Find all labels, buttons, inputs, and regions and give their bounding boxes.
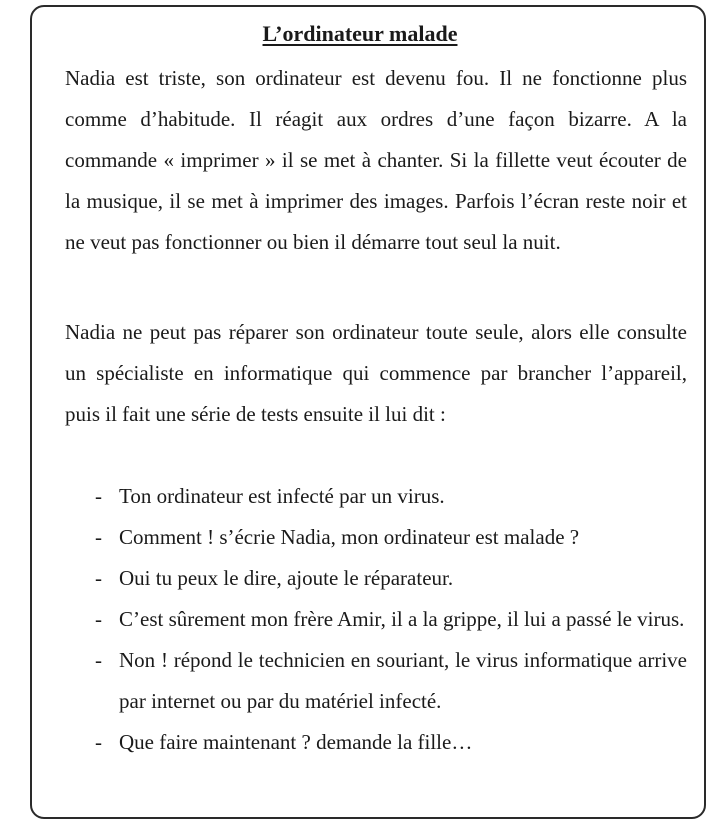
- dialogue-line: [95, 722, 687, 763]
- dialogue-dash: -: [95, 730, 102, 754]
- dialogue-text: C’est sûrement mon frère Amir, il a la grippe, il lui a passé le virus.: [119, 607, 685, 631]
- dialogue-line: [95, 640, 687, 722]
- dialogue-text: Non ! répond le technicien en souriant, le virus informatique arrive par internet ou par du matériel infecté.: [119, 648, 687, 713]
- dialogue-list: [95, 476, 687, 763]
- text-title: L’ordinateur malade: [262, 21, 458, 46]
- paragraph-2: Nadia ne peut pas réparer son ordinateur toute seule, alors elle consulte un spécialiste en informatique qui commence par brancher l’appareil, puis il fait une série de tests ensuite il lui dit :: [65, 320, 687, 426]
- dialogue-dash: -: [95, 484, 102, 508]
- dialogue-line: [95, 476, 687, 517]
- dialogue-dash: -: [95, 525, 102, 549]
- dialogue-text: Oui tu peux le dire, ajoute le réparateur.: [119, 566, 454, 590]
- dialogue-text: Que faire maintenant ? demande la fille…: [119, 730, 473, 754]
- dialogue-text: Ton ordinateur est infecté par un virus.: [119, 484, 445, 508]
- dialogue-line: [95, 558, 687, 599]
- text-title-row: [0, 20, 720, 48]
- dialogue-dash: -: [95, 648, 102, 672]
- dialogue-line: [95, 599, 687, 640]
- dialogue-dash: -: [95, 566, 102, 590]
- paragraph-1: Nadia est triste, son ordinateur est devenu fou. Il ne fonctionne plus comme d’habitude. Il réagit aux ordres d’une façon bizarre. A la commande « imprimer » il se met à chanter. Si la fillette veut écouter de la musique, il se met à imprimer des images. Parfois l’écran reste noir et ne veut pas fonctionner ou bien il démarre tout seul la nuit.: [65, 66, 687, 254]
- dialogue-dash: -: [95, 607, 102, 631]
- dialogue-line: [95, 517, 687, 558]
- dialogue-text: Comment ! s’écrie Nadia, mon ordinateur est malade ?: [119, 525, 580, 549]
